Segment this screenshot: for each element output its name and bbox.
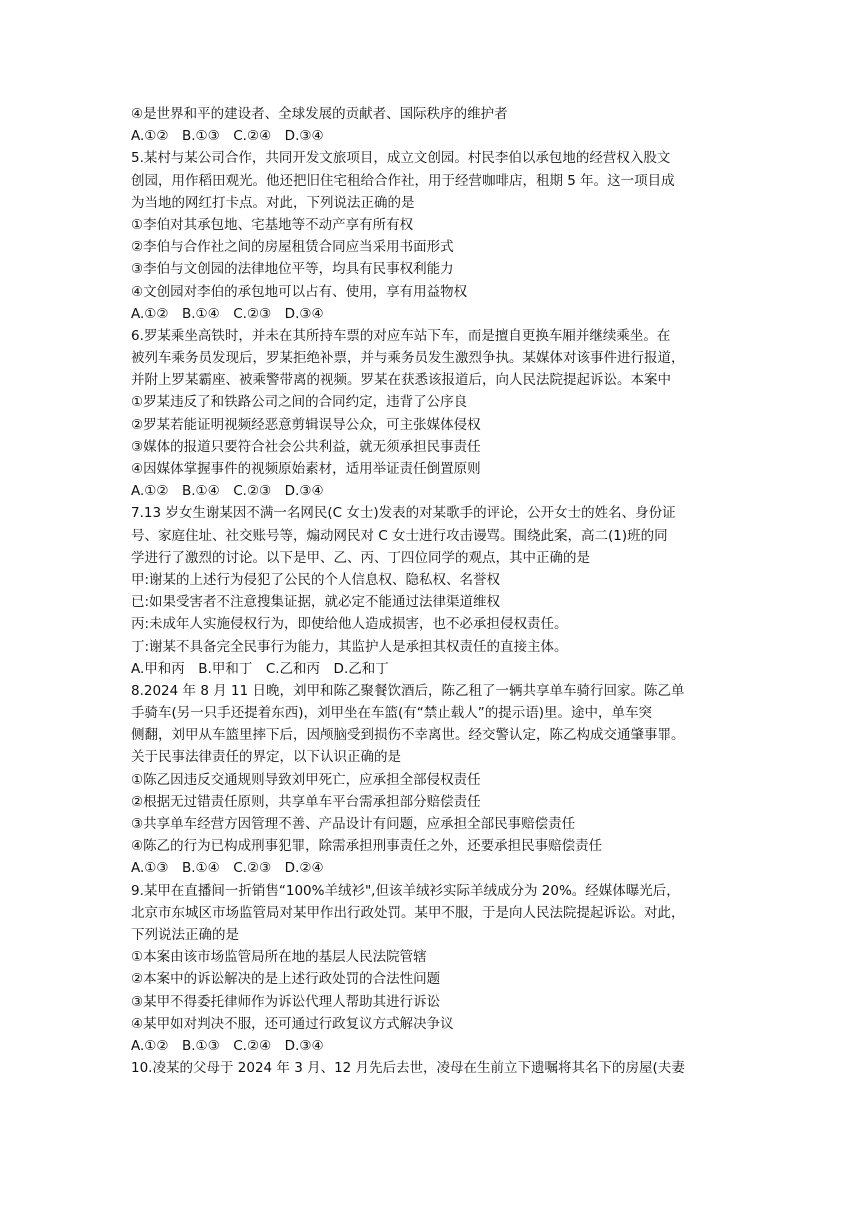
text-line: 5.某村与某公司合作，共同开发文旅项目，成立文创园。村民李伯以承包地的经营权入股文	[131, 150, 671, 167]
text-line: ④陈乙的行为已构成刑事犯罪，除需承担刑事责任之外，还要承担民事赔偿责任	[131, 838, 603, 855]
text-line: 并附上罗某霸座、被乘警带离的视频。罗某在获悉该报道后，向人民法院提起诉讼。本案中	[131, 372, 671, 389]
text-line: A.①③ B.①④ C.②③ D.②④	[131, 860, 324, 877]
text-line: ②本案中的诉讼解决的是上述行政处罚的合法性问题	[131, 971, 441, 988]
text-line: 下列说法正确的是	[131, 926, 239, 943]
text-line: 9.某甲在直播间一折销售“100%羊绒衫",但该羊绒衫实际羊绒成分为 20%。经媒体曝光后，	[131, 882, 680, 899]
text-line: 学进行了激烈的讨论。以下是甲、乙、丙、丁四位同学的观点，其中正确的是	[131, 549, 590, 566]
text-line: 号、家庭住址、社交账号等，煽动网民对 C 女士进行攻击谩骂。围绕此案，高二(1)班的同	[131, 527, 668, 544]
text-line: A.①② B.①④ C.②③ D.③④	[131, 305, 324, 322]
text-line: 为当地的网红打卡点。对此，下列说法正确的是	[131, 194, 415, 211]
text-line: A.①② B.①③ C.②④ D.③④	[131, 1037, 324, 1054]
text-line: 7.13 岁女生谢某因不满一名网民(C 女士)发表的对某歌手的评论，公开女士的姓名、身份证	[131, 505, 676, 522]
text-line: ④因媒体掌握事件的视频原始素材，适用举证责任倒置原则	[131, 461, 481, 477]
text-line: A.甲和丙 B.甲和丁 C.乙和丙 D.乙和丁	[131, 660, 389, 677]
text-line: ③共享单车经营方因管理不善、产品设计有问题，应承担全部民事赔偿责任	[131, 816, 576, 832]
text-line: ③李伯与文创园的法律地位平等，均具有民事权利能力	[131, 261, 454, 278]
text-line: 创园，用作稻田观光。他还把旧住宅租给合作社，用于经营咖啡店，租期 5 年。这一项目成	[131, 172, 675, 189]
text-line: ②罗某若能证明视频经恶意剪辑误导公众，可主张媒体侵权	[131, 416, 481, 433]
text-line: 关于民事法律责任的界定，以下认识正确的是	[131, 749, 401, 766]
text-line: ①李伯对其承包地、宅基地等不动产享有所有权	[131, 216, 414, 233]
text-line: 8.2024 年 8 月 11 日晚，刘甲和陈乙聚餐饮酒后，陈乙租了一辆共享单车骑行回家。陈乙单	[131, 682, 685, 699]
text-line: ①本案由该市场监管局所在地的基层人民法院管辖	[131, 949, 427, 966]
text-line: 丁:谢某不具备完全民事行为能力，其监护人是承担其权责任的直接主体。	[131, 638, 568, 655]
text-line: ④是世界和平的建设者、全球发展的贡献者、国际秩序的维护者	[131, 106, 508, 122]
text-line: 已:如果受害者不注意搜集证据，就必定不能通过法律渠道维权	[131, 594, 501, 611]
text-line: ①罗某违反了和铁路公司之间的合同约定，违背了公序良	[131, 394, 468, 411]
text-line: 被列车乘务员发现后，罗某拒绝补票，并与乘务员发生激烈争执。某媒体对该事件进行报道，	[131, 350, 685, 367]
text-line: A.①② B.①④ C.②③ D.③④	[131, 483, 324, 500]
document-body	[131, 103, 731, 1079]
text-line: 北京市东城区市场监管局对某甲作出行政处罚。某甲不服，于是向人民法院提起诉讼。对此，	[131, 904, 685, 921]
text-line: 6.罗某乘坐高铁时，并未在其所持车票的对应车站下车，而是擅自更换车厢并继续乘坐。在	[131, 327, 671, 344]
text-line: ②根据无过错责任原则，共享单车平台需承担部分赔偿责任	[131, 793, 481, 810]
text-line: 10.凌某的父母于 2024 年 3 月、12 月先后去世，凌母在生前立下遗嘱将其名下的房屋(夫妻	[131, 1060, 685, 1077]
text-line: 丙:未成年人实施侵权行为，即使给他人造成损害，也不必承担侵权责任。	[131, 616, 568, 633]
text-line: ③媒体的报道只要符合社会公共利益，就无须承担民事责任	[131, 438, 481, 455]
text-line: ①陈乙因违反交通规则导致刘甲死亡，应承担全部侵权责任	[131, 771, 481, 788]
text-line: ④文创园对李伯的承包地可以占有、使用，享有用益物权	[131, 283, 468, 300]
text-line: 侧翻，刘甲从车篮里摔下后，因颅脑受到损伤不幸离世。经交警认定，陈乙构成交通肇事罪。	[131, 727, 685, 744]
text-line: 手骑车(另一只手还提着东西)，刘甲坐在车篮(有“禁止载人”的提示语)里。途中，单车突	[131, 705, 653, 722]
text-line: 甲:谢某的上述行为侵犯了公民的个人信息权、隐私权、名誉权	[131, 571, 501, 588]
text-line: A.①② B.①③ C.②④ D.③④	[131, 128, 324, 145]
text-line: ④某甲如对判决不服，还可通过行政复议方式解决争议	[131, 1015, 454, 1032]
text-line: ②李伯与合作社之间的房屋租赁合同应当采用书面形式	[131, 239, 454, 256]
text-line: ③某甲不得委托律师作为诉讼代理人帮助其进行诉讼	[131, 993, 441, 1010]
